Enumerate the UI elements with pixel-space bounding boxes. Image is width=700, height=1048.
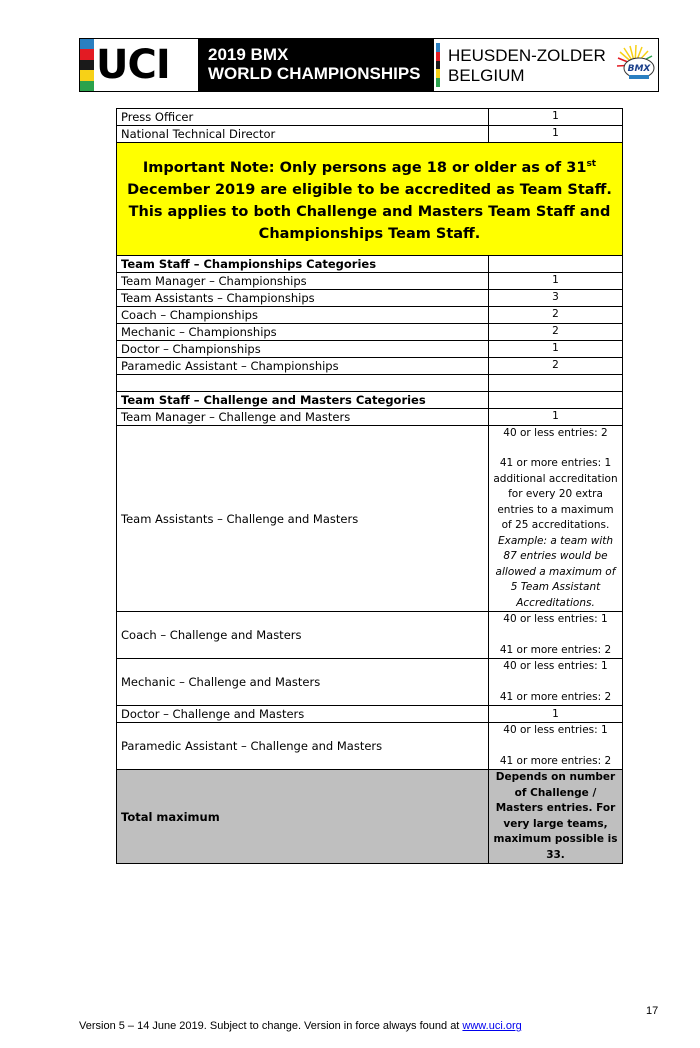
footer-text: Version 5 – 14 June 2019. Subject to change. Version in force always found at bbox=[79, 1020, 463, 1032]
section-heading-row bbox=[117, 391, 623, 408]
role-cell: Paramedic Assistant – Championships bbox=[117, 357, 489, 374]
count-cell: 2 bbox=[489, 306, 623, 323]
note-text-after: December 2019 are eligible to be accredited as Team Staff. This applies to both Challenge and Masters Team Staff and Championships Team Staff. bbox=[127, 181, 612, 242]
location-city: HEUSDEN-ZOLDER bbox=[448, 46, 606, 65]
table-row bbox=[117, 109, 623, 126]
uci-logo: UCI bbox=[96, 42, 170, 88]
count-cell bbox=[489, 425, 623, 612]
count-cell: 3 bbox=[489, 289, 623, 306]
count-cell bbox=[489, 723, 623, 770]
note-text-before: Important Note: Only persons age 18 or older as of 31 bbox=[142, 159, 587, 176]
uci-website-link[interactable]: www.uci.org bbox=[462, 1020, 522, 1032]
note-superscript: st bbox=[586, 159, 597, 169]
table-row bbox=[117, 272, 623, 289]
color-bar bbox=[436, 43, 440, 87]
role-cell: Team Manager – Championships bbox=[117, 272, 489, 289]
count-cell: 1 bbox=[489, 272, 623, 289]
empty-row bbox=[117, 374, 623, 391]
accreditation-table bbox=[116, 108, 623, 864]
total-row bbox=[117, 770, 623, 864]
table-row bbox=[117, 659, 623, 706]
role-cell: Mechanic – Championships bbox=[117, 323, 489, 340]
section-heading-row bbox=[117, 255, 623, 272]
rule-line: 41 or more entries: 2 bbox=[499, 690, 612, 703]
role-cell: Press Officer bbox=[117, 109, 489, 126]
count-cell: 1 bbox=[489, 706, 623, 723]
event-title-line2: WORLD CHAMPIONSHIPS bbox=[208, 64, 421, 83]
footer bbox=[79, 1020, 522, 1032]
table-row bbox=[117, 706, 623, 723]
important-note bbox=[117, 143, 623, 256]
role-cell: National Technical Director bbox=[117, 126, 489, 143]
page-number: 17 bbox=[646, 1005, 659, 1017]
count-cell: 1 bbox=[489, 408, 623, 425]
uci-rainbow-stripes bbox=[80, 39, 94, 91]
table-row bbox=[117, 408, 623, 425]
count-cell bbox=[489, 612, 623, 659]
table-row bbox=[117, 289, 623, 306]
event-title-line1: 2019 BMX bbox=[208, 45, 289, 64]
count-cell: 1 bbox=[489, 340, 623, 357]
location-country: BELGIUM bbox=[448, 66, 525, 85]
rule-example: Example: a team with 87 entries would be allowed a maximum of 5 Team Assistant Accreditations. bbox=[495, 534, 616, 609]
rule-line: 41 or more entries: 2 bbox=[499, 643, 612, 656]
role-cell: Paramedic Assistant – Challenge and Masters bbox=[117, 723, 489, 770]
role-cell: Team Assistants – Championships bbox=[117, 289, 489, 306]
role-cell: Doctor – Championships bbox=[117, 340, 489, 357]
challenge-heading: Team Staff – Challenge and Masters Categories bbox=[117, 391, 489, 408]
count-cell: 1 bbox=[489, 126, 623, 143]
event-title-block bbox=[198, 39, 434, 91]
role-cell: Coach – Challenge and Masters bbox=[117, 612, 489, 659]
rule-line: 41 or more entries: 1 additional accreditation for every 20 extra entries to a maximum of 25 accreditations. bbox=[493, 457, 618, 532]
count-cell: 2 bbox=[489, 323, 623, 340]
table-row bbox=[117, 357, 623, 374]
table-row bbox=[117, 340, 623, 357]
table-row bbox=[117, 723, 623, 770]
role-cell: Doctor – Challenge and Masters bbox=[117, 706, 489, 723]
total-value: Depends on number of Challenge / Masters entries. For very large teams, maximum possible is 33. bbox=[489, 770, 623, 864]
table-row bbox=[117, 306, 623, 323]
count-cell bbox=[489, 659, 623, 706]
role-cell: Team Assistants – Challenge and Masters bbox=[117, 425, 489, 612]
rule-line: 40 or less entries: 1 bbox=[503, 660, 608, 673]
table-row bbox=[117, 425, 623, 612]
table-row bbox=[117, 612, 623, 659]
championships-heading: Team Staff – Championships Categories bbox=[117, 255, 489, 272]
event-location bbox=[448, 46, 606, 86]
rule-line: 41 or more entries: 2 bbox=[499, 754, 612, 767]
rule-line: 40 or less entries: 2 bbox=[503, 426, 608, 439]
count-cell: 1 bbox=[489, 109, 623, 126]
table-row bbox=[117, 126, 623, 143]
rule-line: 40 or less entries: 1 bbox=[503, 724, 608, 737]
total-label: Total maximum bbox=[117, 770, 489, 864]
table-row bbox=[117, 323, 623, 340]
role-cell: Coach – Championships bbox=[117, 306, 489, 323]
bmx-logo-text: BMX bbox=[627, 64, 651, 74]
important-note-row bbox=[117, 143, 623, 256]
rule-line: 40 or less entries: 1 bbox=[503, 613, 608, 626]
count-cell: 2 bbox=[489, 357, 623, 374]
header-banner bbox=[79, 38, 659, 92]
role-cell: Mechanic – Challenge and Masters bbox=[117, 659, 489, 706]
bmx-championship-logo bbox=[612, 42, 658, 88]
role-cell: Team Manager – Challenge and Masters bbox=[117, 408, 489, 425]
